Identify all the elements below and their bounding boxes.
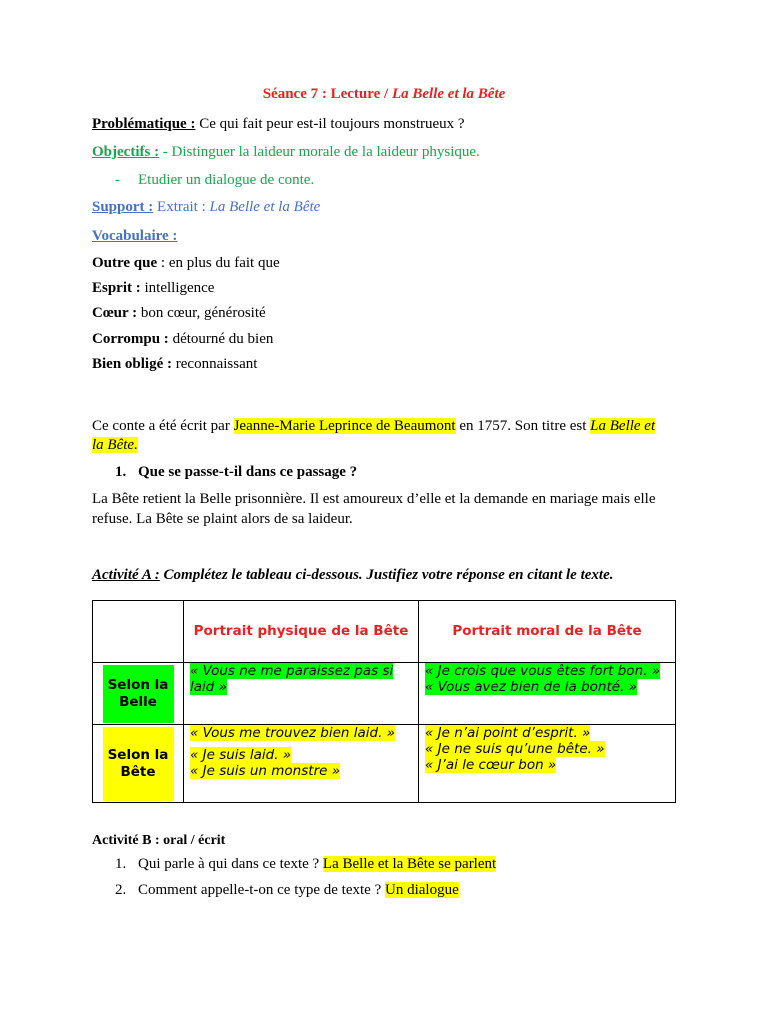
vocab-def: intelligence	[140, 280, 215, 296]
cell-bete-physique	[184, 725, 419, 803]
answer-1-line2: refuse. La Bête se plaint alors de sa laideur.	[92, 511, 353, 527]
vocab-item	[92, 355, 257, 374]
row-label-selon-la-belle	[93, 663, 184, 725]
table-row	[93, 663, 676, 725]
activite-b-answer: La Belle et la Bête se parlent	[322, 856, 497, 872]
cell-belle-physique	[184, 663, 419, 725]
vocabulaire-label: Vocabulaire :	[92, 228, 178, 244]
portrait-table	[92, 600, 676, 803]
vocab-def: : en plus du fait que	[157, 255, 280, 271]
intro-middle: en 1757. Son titre est	[455, 418, 591, 434]
activite-a-label: Activité A :	[92, 567, 160, 583]
quote: « Je ne suis qu’une bête. »	[425, 741, 605, 758]
objectifs-dash: -	[115, 172, 120, 188]
objectifs-first: - Distinguer la laideur morale de la laideur physique.	[159, 144, 480, 160]
problematique	[92, 115, 465, 134]
support	[92, 198, 320, 217]
objectifs-label: Objectifs :	[92, 144, 160, 160]
support-text: Extrait :	[153, 199, 210, 215]
quote: « J’ai le cœur bon »	[425, 757, 557, 774]
intro-title: La Belle et	[590, 418, 656, 434]
vocab-item	[92, 254, 280, 273]
objectifs-second: Etudier un dialogue de conte.	[138, 172, 315, 188]
quote: « Je suis laid. »	[190, 747, 292, 764]
intro-paragraph-line2	[92, 436, 138, 455]
cell-bete-moral	[419, 725, 676, 803]
vocab-def: bon cœur, générosité	[137, 305, 266, 321]
title-prefix: Séance 7 : Lecture /	[262, 86, 392, 102]
quote: « Je crois que vous êtes fort bon. »	[425, 663, 661, 679]
vocab-item	[92, 304, 266, 323]
support-label: Support :	[92, 199, 154, 215]
cell-belle-moral	[419, 663, 676, 725]
header-portrait-physique: Portrait physique de la Bête	[184, 601, 419, 663]
question-1-number: 1.	[115, 464, 127, 480]
objectifs	[92, 143, 480, 162]
vocab-term: Esprit :	[92, 280, 141, 296]
support-work: La Belle et la Bête	[209, 199, 321, 215]
vocab-item	[92, 330, 273, 349]
vocab-term: Outre que	[92, 255, 158, 271]
activite-b-number: 1.	[115, 856, 127, 872]
activite-b-label: Activité B : oral / écrit	[92, 833, 226, 848]
activite-b-answer: Un dialogue	[385, 882, 459, 898]
vocab-term: Cœur :	[92, 305, 138, 321]
title-work: La Belle et la Bête	[391, 86, 506, 102]
intro-paragraph	[92, 417, 692, 436]
activite-b-question: Comment appelle-t-on ce type de texte ?	[138, 882, 385, 898]
intro-before: Ce conte a été écrit par	[92, 418, 234, 434]
activite-b-question: Qui parle à qui dans ce texte ?	[138, 856, 323, 872]
row-label-text: Selon la Belle	[107, 677, 169, 710]
quote: « Je suis un monstre »	[190, 763, 341, 780]
vocab-term: Corrompu :	[92, 331, 169, 347]
activite-b-item	[138, 855, 496, 874]
header-portrait-moral: Portrait moral de la Bête	[419, 601, 676, 663]
vocab-item	[92, 279, 214, 298]
activite-a-text: Complétez le tableau ci-dessous. Justifiez votre réponse en citant le texte.	[159, 567, 614, 583]
row-label-selon-la-bete	[93, 725, 184, 803]
page-title	[0, 85, 768, 104]
activite-b-number: 2.	[115, 882, 127, 898]
vocab-def: reconnaissant	[172, 356, 258, 372]
problematique-text: Ce qui fait peur est-il toujours monstrueux ?	[195, 116, 465, 132]
table-corner-cell	[93, 601, 184, 663]
problematique-label: Problématique :	[92, 116, 196, 132]
vocab-term: Bien obligé :	[92, 356, 173, 372]
activite-b-item	[138, 881, 459, 900]
answer-1-line1: La Bête retient la Belle prisonnière. Il est amoureux d’elle et la demande en mariage mais elle	[92, 491, 656, 507]
quote: « Je n’ai point d’esprit. »	[425, 725, 591, 741]
intro-title-end: la Bête.	[92, 437, 138, 453]
table-header-row	[93, 601, 676, 663]
quote: « Vous me trouvez bien laid. »	[190, 725, 396, 741]
question-1: Que se passe-t-il dans ce passage ?	[138, 464, 358, 480]
intro-author: Jeanne-Marie Leprince de Beaumont	[233, 418, 456, 434]
quote: « Vous ne me paraissez pas si laid »	[190, 663, 394, 696]
vocab-def: détourné du bien	[168, 331, 274, 347]
table-row	[93, 725, 676, 803]
row-label-text: Selon la Bête	[107, 747, 169, 780]
quote: « Vous avez bien de la bonté. »	[425, 679, 638, 696]
activite-a	[92, 566, 613, 585]
